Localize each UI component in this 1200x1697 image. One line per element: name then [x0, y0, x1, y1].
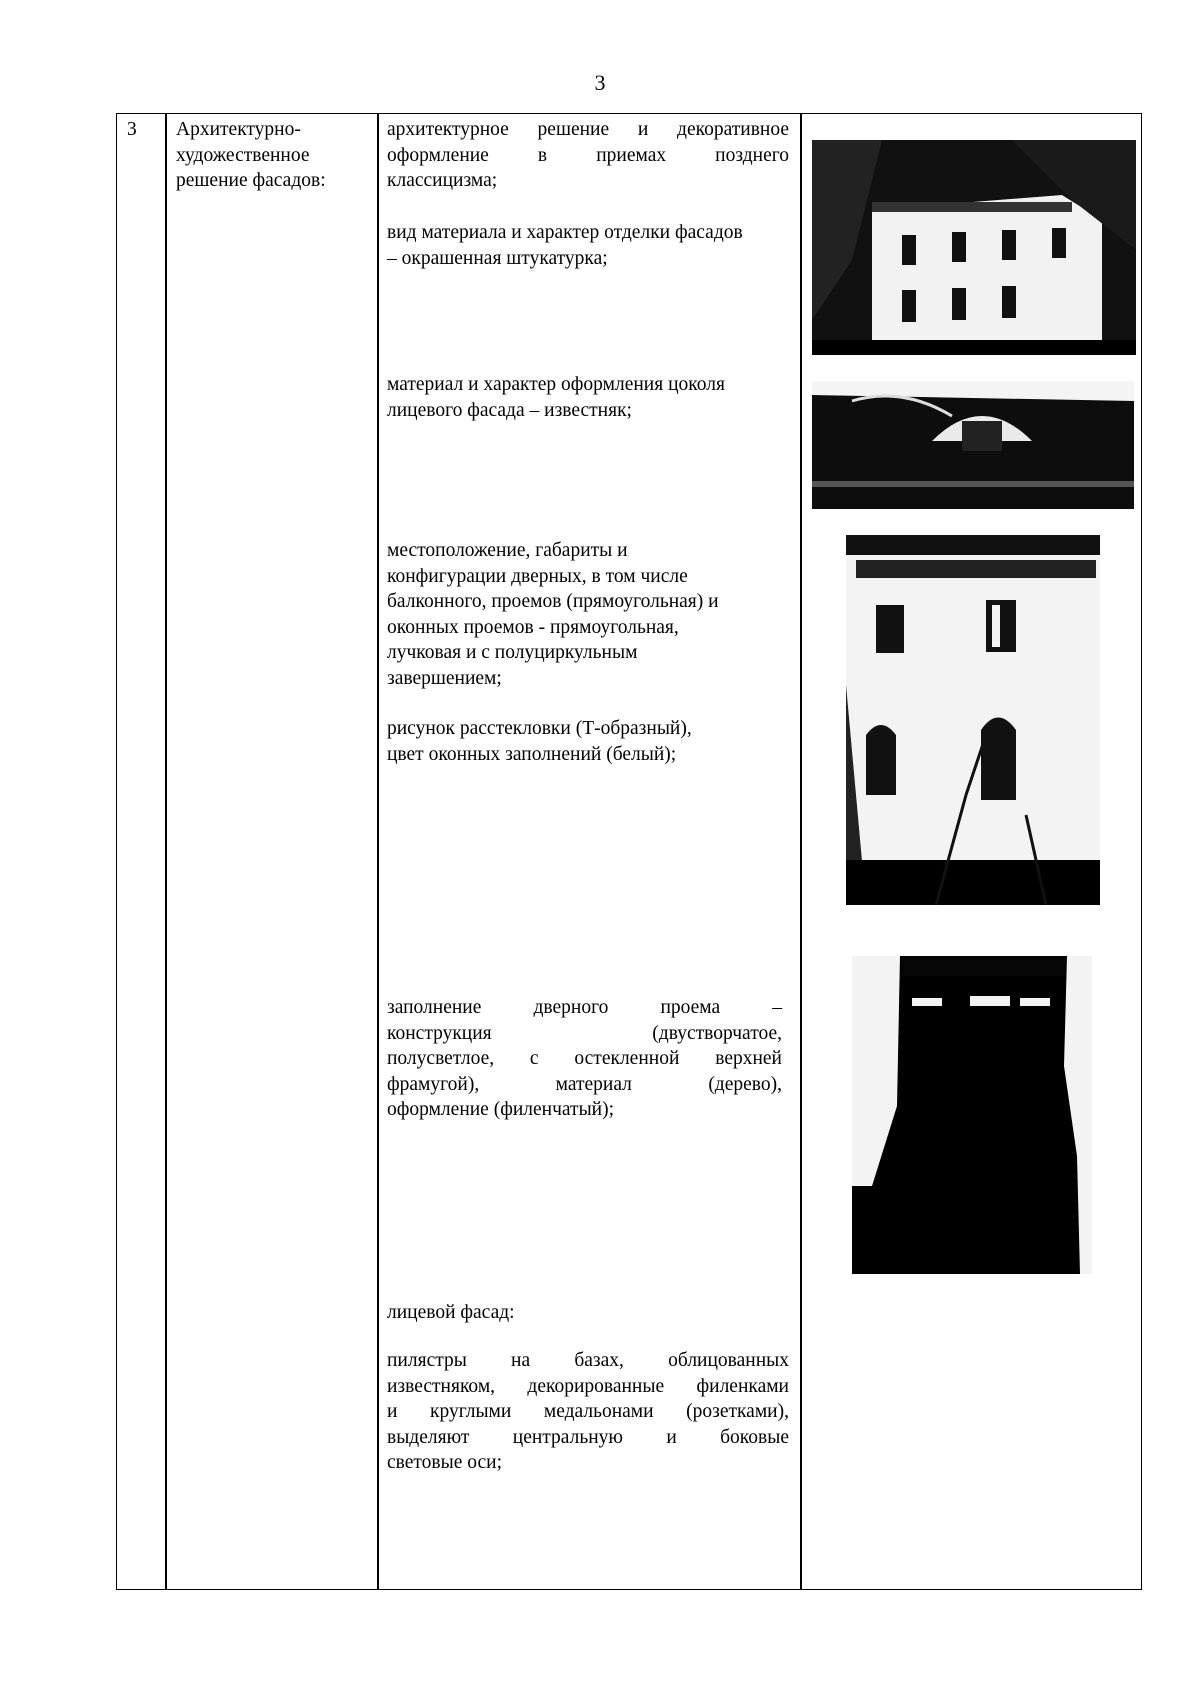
description-line: конфигурации дверных, в том числе: [387, 565, 688, 587]
description-line: пилястры на базах, облицованных: [387, 1350, 789, 1371]
description-item: [387, 995, 782, 1123]
description-line: лицевого фасада – известняк;: [387, 399, 632, 421]
door-photo-image: [852, 956, 1092, 1274]
description-item: [387, 1348, 789, 1476]
plinth-photo: [812, 381, 1134, 509]
description-line: цвет оконных заполнений (белый);: [387, 743, 677, 765]
description-item: [387, 538, 789, 691]
description-line: полусветлое, с остекленной верхней: [387, 1048, 782, 1069]
description-line: материал и характер оформления цоколя: [387, 374, 725, 395]
description-line: выделяют центральную и боковые: [387, 1426, 789, 1448]
description-line: завершением;: [387, 667, 502, 689]
description-item: [387, 716, 789, 767]
windows-photo-image: [846, 535, 1100, 905]
description-line: местоположение, габариты и: [387, 540, 628, 561]
description-line: лучковая и с полуциркульным: [387, 642, 638, 663]
column-divider: [800, 113, 802, 1590]
description-item: [387, 1300, 789, 1326]
description-line: балконного, проемов (прямоугольная) и: [387, 591, 719, 612]
windows-photo: [846, 535, 1100, 905]
description-line: рисунок расстекловки (Т-образный),: [387, 718, 692, 739]
description-line: оформление (филенчатый);: [387, 1099, 615, 1120]
door-photo: [852, 956, 1092, 1274]
column-divider: [377, 113, 379, 1590]
description-line: классицизма;: [387, 170, 498, 191]
column-divider: [165, 113, 167, 1590]
facade-photo: [812, 140, 1136, 355]
description-line: – окрашенная штукатурка;: [387, 247, 608, 269]
description-line: лицевой фасад:: [387, 1302, 515, 1323]
description-line: оконных проемов - прямоугольная,: [387, 616, 679, 638]
description-line: оформление в приемах позднего: [387, 144, 789, 166]
description-line: вид материала и характер отделки фасадов: [387, 222, 743, 243]
description-line: и круглыми медальонами (розетками),: [387, 1401, 789, 1422]
description-line: конструкция (двустворчатое,: [387, 1022, 782, 1044]
plinth-photo-image: [812, 381, 1134, 509]
row-name-line: Архитектурно-: [176, 119, 301, 140]
row-name: [176, 117, 376, 194]
row-name-line: художественное: [176, 144, 310, 166]
page-number: 3: [594, 70, 606, 95]
description-line: световые оси;: [387, 1452, 503, 1473]
row-name-line: решение фасадов:: [176, 170, 326, 191]
description-item: [387, 220, 789, 271]
description-item: [387, 117, 789, 194]
row-index: 3: [127, 119, 137, 140]
description-line: заполнение дверного проема –: [387, 997, 782, 1018]
description-line: известняком, декорированные филенками: [387, 1375, 789, 1397]
facade-photo-image: [812, 140, 1136, 355]
description-line: фрамугой), материал (дерево),: [387, 1073, 782, 1095]
description-item: [387, 372, 789, 423]
description-line: архитектурное решение и декоративное: [387, 119, 789, 140]
